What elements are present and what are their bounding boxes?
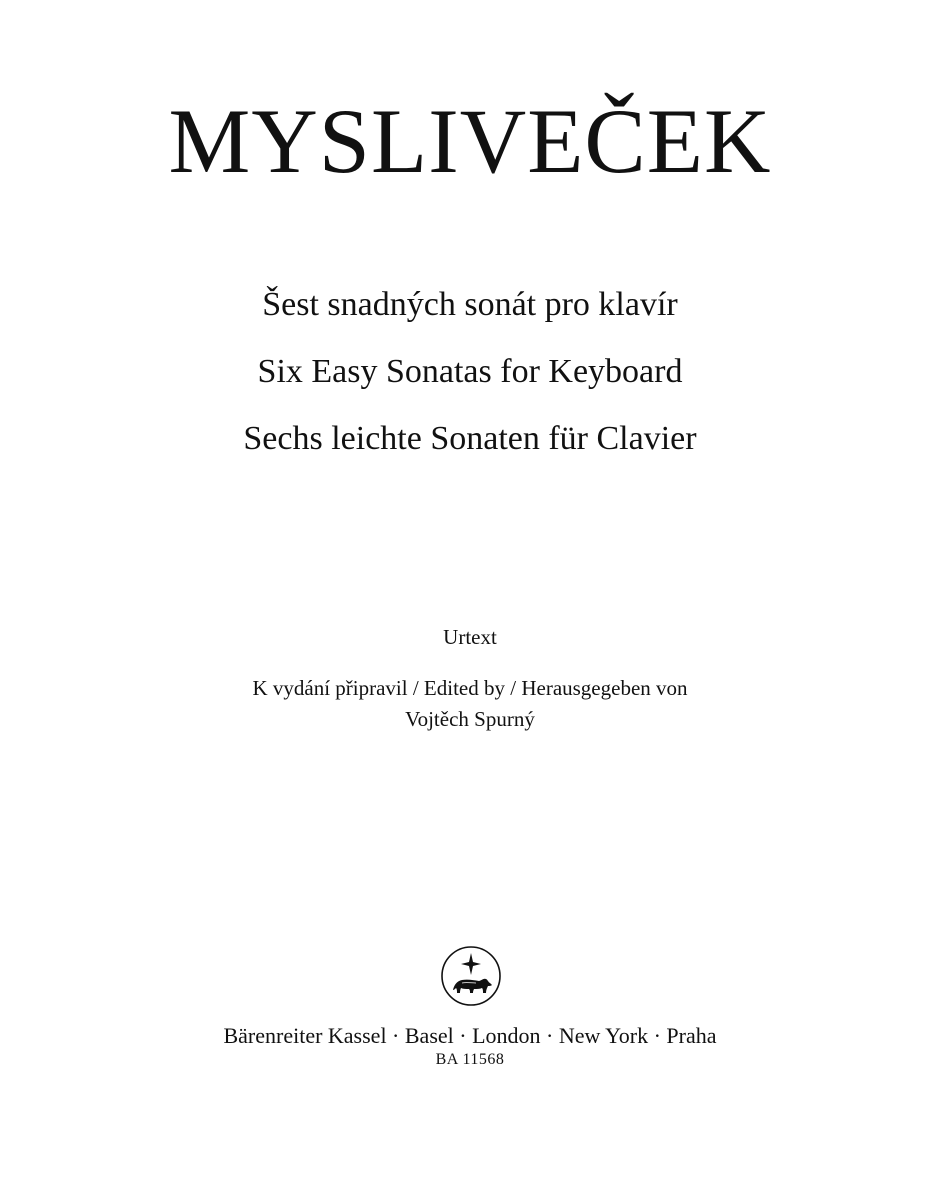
composer-name: MYSLIVEČEK bbox=[168, 90, 772, 192]
publisher-logo-icon bbox=[440, 945, 502, 1007]
edited-by-label: K vydání připravil / Edited by / Herausgegeben von bbox=[252, 676, 688, 700]
title-german: Sechs leichte Sonaten für Clavier bbox=[243, 420, 697, 457]
publisher-cities: Bärenreiter Kassel · Basel · London · New York · Praha bbox=[223, 1023, 717, 1048]
edition-type: Urtext bbox=[443, 625, 497, 649]
title-czech: Šest snadných sonát pro klavír bbox=[262, 286, 678, 323]
editor-name: Vojtěch Spurný bbox=[405, 707, 535, 731]
catalog-number: BA 11568 bbox=[435, 1051, 505, 1068]
title-english: Six Easy Sonatas for Keyboard bbox=[257, 353, 683, 390]
